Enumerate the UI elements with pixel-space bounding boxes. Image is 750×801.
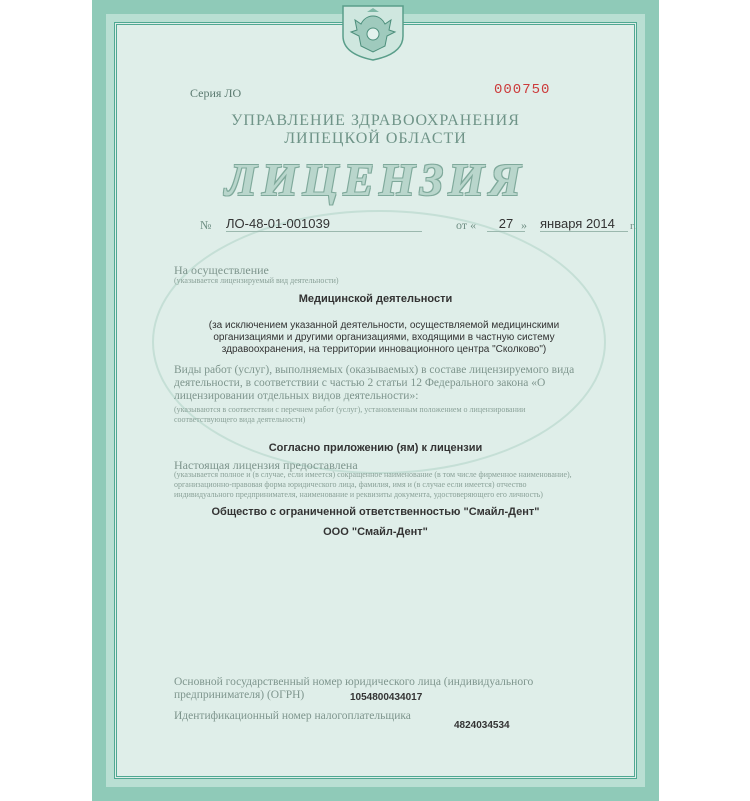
license-day-close: » bbox=[521, 218, 527, 232]
license-date-label: от « bbox=[456, 218, 477, 232]
license-number-label: № bbox=[200, 218, 212, 232]
inn-label: Идентификационный номер налогоплательщика bbox=[174, 710, 411, 722]
activity-value: Медицинской деятельности bbox=[298, 293, 453, 305]
series-number: 000750 bbox=[494, 82, 551, 98]
activity-hint: (указывается лицензируемый вид деятельности) bbox=[174, 276, 339, 285]
license-year-suffix: г. bbox=[630, 220, 637, 232]
granted-label: Настоящая лицензия предоставлена bbox=[174, 458, 358, 472]
works-text: Виды работ (услуг), выполняемых (оказываемых) в составе лицензируемого вида деятельности, в соответствии с частью 2 статьи 12 Федерального закона «О лицензировании отдельных видов деятельности»: bbox=[174, 364, 575, 402]
inn-value: 4824034534 bbox=[454, 720, 510, 731]
works-value: Согласно приложению (ям) к лицензии bbox=[268, 442, 483, 454]
works-hint: (указываются в соответствии с перечнем работ (услуг), установленным положением о лицензировании соответствующего вида деятельности) bbox=[174, 405, 526, 424]
ogrn-label: Основной государственный номер юридического лица (индивидуального предпринимателя) (ОГРН) bbox=[174, 676, 534, 701]
ogrn-value: 1054800434017 bbox=[350, 692, 423, 703]
license-certificate bbox=[92, 0, 659, 801]
coat-of-arms-emblem-icon bbox=[339, 2, 407, 62]
company-short-name: ООО "Смайл-Дент" bbox=[323, 526, 428, 538]
license-number: ЛО-48-01-001039 bbox=[226, 216, 422, 232]
series-label: Серия ЛО bbox=[190, 86, 242, 100]
activity-note: (за исключением указанной деятельности, осуществляемой медицинскими организациями и другими организациями, входящими в частную систему здравоохранения, на территории инновационного центра "Сколково") bbox=[208, 320, 560, 355]
activity-label: На осуществление bbox=[174, 263, 269, 277]
issuing-authority-line2: ЛИПЕЦКОЙ ОБЛАСТИ bbox=[284, 130, 467, 147]
license-month-year: января 2014 bbox=[540, 216, 628, 232]
issuing-authority-line1: УПРАВЛЕНИЕ ЗДРАВООХРАНЕНИЯ bbox=[231, 112, 520, 129]
license-day: 27 bbox=[487, 216, 525, 232]
document-title: ЛИЦЕНЗИЯ bbox=[225, 154, 526, 205]
granted-hint: (указывается полное и (в случае, если имеется) сокращенное наименование (в том числе фирменное наименование), организационно-правовая форма юридического лица, фамилия, имя и (в случае если имеется) отчество индивидуального предпринимателя, наименование и реквизиты документа, удостоверяющего его личность) bbox=[174, 470, 572, 499]
company-full-name: Общество с ограниченной ответственностью "Смайл-Дент" bbox=[211, 506, 540, 518]
